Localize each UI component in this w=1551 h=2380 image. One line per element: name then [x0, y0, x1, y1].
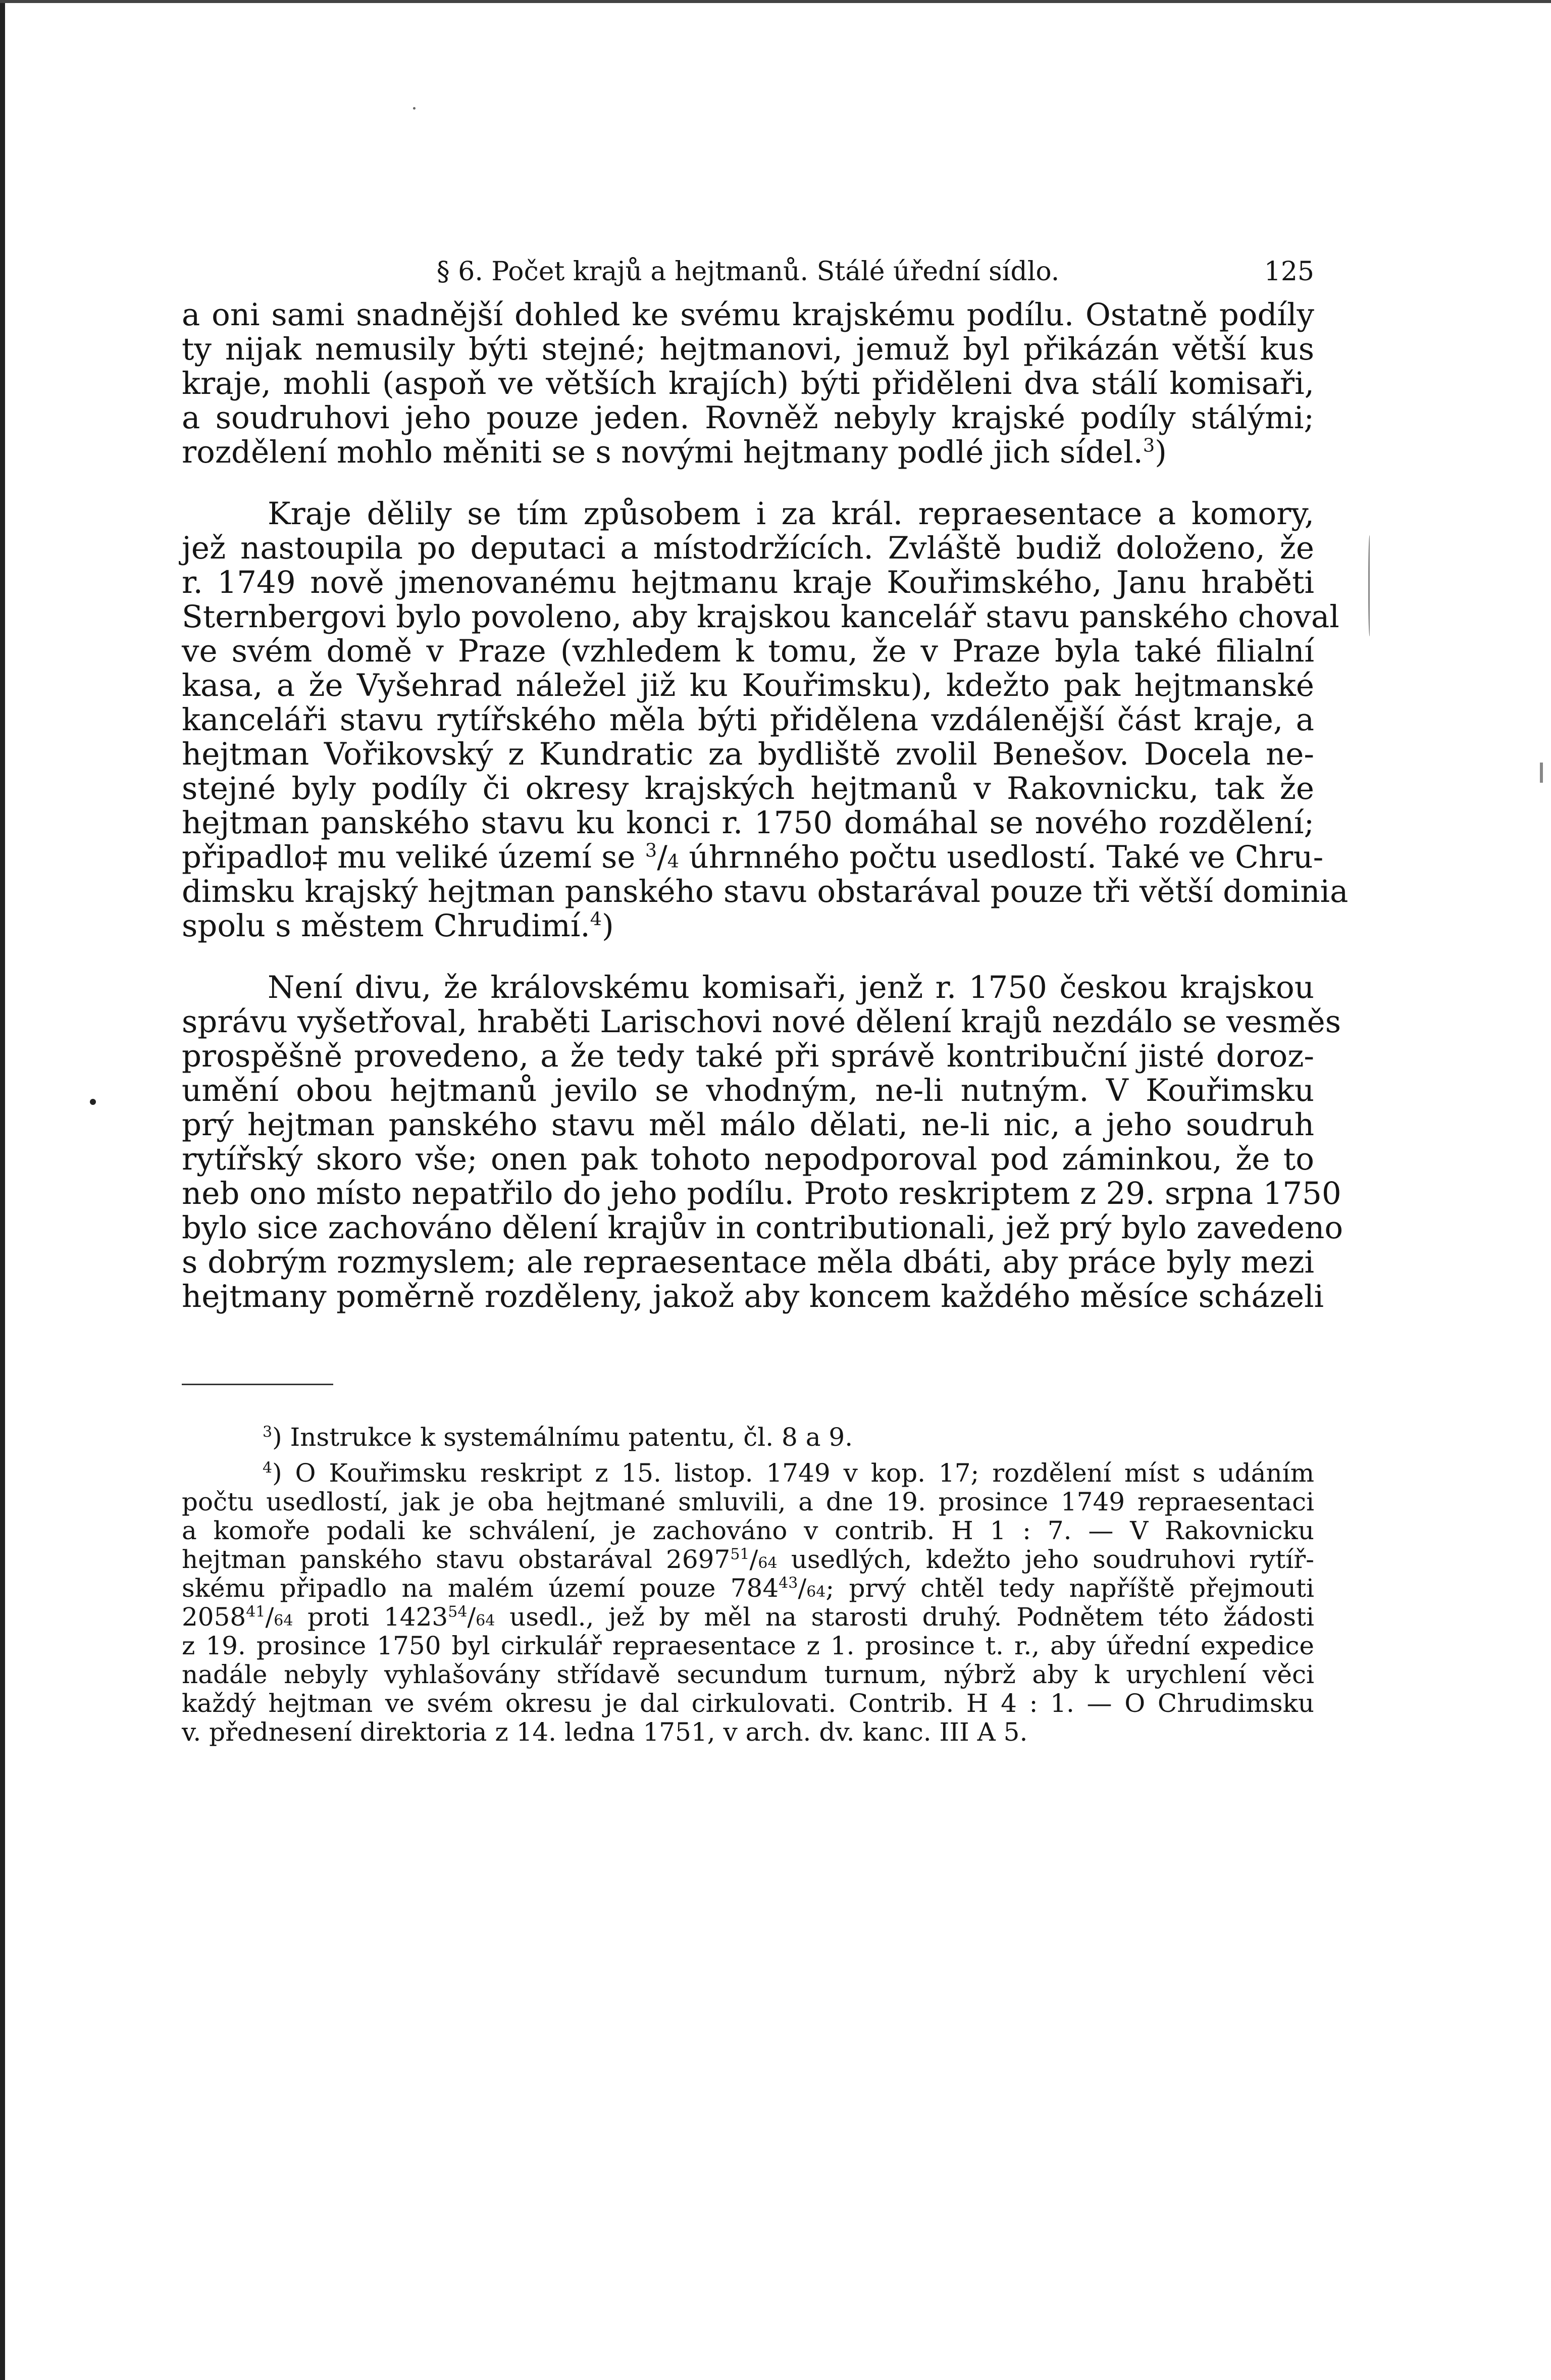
fraction-numerator: 43 [779, 1574, 798, 1592]
footnote-text: ) Instrukce k systemálnímu patentu, čl. 8 a 9. [272, 1423, 853, 1452]
footnote-text: hejtman panského stavu obstarával 2697 [182, 1545, 731, 1574]
margin-tick-mark [1540, 763, 1543, 783]
paragraph-3 [182, 970, 1343, 1314]
text-line [182, 435, 1314, 470]
footnote-text: usedlých, kdežto jeho soudruhovi rytíř- [777, 1545, 1314, 1574]
footnote-text: usedl., jež by měl na starosti druhý. Podnětem této žádosti [495, 1602, 1314, 1632]
text-span: připadlo‡ mu veliké území se [182, 839, 645, 875]
text-line: prý hejtman panského stavu měl málo dělati, ne-li nic, a jeho soudruh [182, 1107, 1314, 1143]
margin-pencil-mark [1368, 535, 1372, 636]
footnote-line: každý hejtman ve svém okresu je dal cirkulovati. Contrib. H 4 : 1. — O Chrudimsku [182, 1689, 1314, 1718]
footnote-separator [182, 1384, 333, 1385]
fraction-denominator: 64 [274, 1612, 293, 1630]
footnote-text: skému připadlo na malém území pouze 784 [182, 1574, 779, 1603]
main-text [182, 297, 1349, 1314]
footnote-text: ) O Kouřimsku reskript z 15. listop. 1749 v kop. 17; rozdělení míst s udáním [272, 1458, 1314, 1488]
fraction-numerator: 3 [645, 839, 657, 862]
footnote-ref-3: 3 [1143, 434, 1155, 457]
text-line: ve svém domě v Praze (vzhledem k tomu, že v Praze byla také filialní [182, 633, 1314, 669]
text-line: připadlo‡ mu veliké území se $^3$/4 úhrnného počtu usedlostí. Také ve Chru- [182, 839, 1324, 875]
text-line: dimsku krajský hejtman panského stavu obstarával pouze tři větší dominia [182, 874, 1349, 909]
print-speck [413, 107, 416, 110]
footnote-line: nadále nebyly vyhlašovány střídavě secundum turnum, nýbrž aby k urychlení věci [182, 1660, 1314, 1689]
footnote-line: a komoře podali ke schválení, je zachováno v contrib. H 1 : 7. — V Rakovnicku [182, 1516, 1314, 1545]
footnote-line [182, 1459, 1314, 1488]
paragraph-1 [182, 298, 1314, 470]
text-line: jež nastoupila po deputaci a místodržících. Zvláště budiž doloženo, že [182, 530, 1314, 566]
footnote-3 [182, 1423, 1314, 1452]
margin-dot [90, 1099, 96, 1105]
fraction-denominator: 64 [758, 1554, 778, 1572]
text-line: kanceláři stavu rytířského měla býti přidělena vzdálenější část kraje, a [182, 702, 1314, 738]
fraction-numerator: 41 [246, 1603, 266, 1621]
text-line: správu vyšetřoval, hraběti Larischovi nové dělení krajů nezdálo se vesměs [182, 1004, 1341, 1040]
text-line: r. 1749 nově jmenovanému hejtmanu kraje Kouřimského, Janu hraběti [182, 565, 1314, 600]
footnote-marker: 4 [263, 1459, 273, 1477]
text-line: umění obou hejtmanů jevilo se vhodným, ne-li nutným. V Kouřimsku [182, 1073, 1314, 1108]
text-line: kasa, a že Vyšehrad náležel již ku Kouřimsku), kdežto pak hejtmanské [182, 668, 1314, 703]
text-span: rozdělení mohlo měniti se s novými hejtmany podlé jich sídel. [182, 434, 1143, 470]
footnote-marker: 3 [263, 1423, 273, 1441]
text-line: s dobrým rozmyslem; ale repraesentace měla dbáti, aby práce byly mezi [182, 1244, 1314, 1280]
text-line: hejtman Vořikovský z Kundratic za bydliště zvolil Benešov. Docela ne- [182, 736, 1314, 772]
text-line: hejtmany poměrně rozděleny, jakož aby koncem každého měsíce scházeli [182, 1279, 1324, 1314]
footnotes [182, 1423, 1314, 1747]
fraction-numerator: 51 [730, 1545, 750, 1563]
footnote-line: hejtman panského stavu obstarával 2697$^{51}$/64 usedlých, kdežto jeho soudruhovi rytíř- [182, 1545, 1314, 1574]
footnote-line: z 19. prosince 1750 byl cirkulář repraesentace z 1. prosince t. r., aby úřední expedice [182, 1631, 1314, 1660]
fraction-denominator: 4 [667, 850, 680, 872]
text-span: úhrnného počtu usedlostí. Také ve Chru- [679, 839, 1324, 875]
text-line: ty nijak nemusily býti stejné; hejtmanovi, jemuž byl přikázán větší kus [182, 331, 1314, 367]
text-line: a soudruhovi jeho pouze jeden. Rovněž nebyly krajské podíly stálými; [182, 400, 1314, 436]
page-number: 125 [1264, 257, 1314, 287]
text-span: spolu s městem Chrudimí. [182, 908, 590, 944]
footnote-4 [182, 1459, 1314, 1747]
fraction-numerator: 54 [448, 1603, 468, 1621]
text-line: neb ono místo nepatřilo do jeho podílu. Proto reskriptem z 29. srpna 1750 [182, 1176, 1341, 1211]
fraction-denominator: 64 [806, 1583, 826, 1601]
text-line: stejné byly podíly či okresy krajských hejtmanů v Rakovnicku, tak že [182, 771, 1314, 806]
page-edge-left [0, 0, 5, 2380]
footnote-ref-4: 4 [590, 908, 602, 930]
text-line: Sternbergovi bylo povoleno, aby krajskou kancelář stavu panského choval [182, 599, 1339, 635]
fraction-denominator: 64 [476, 1612, 495, 1630]
text-line: kraje, mohli (aspoň ve větších krajích) býti přiděleni dva stálí komisaři, [182, 366, 1314, 401]
footnote-line: počtu usedlostí, jak je oba hejtmané smluvili, a dne 19. prosince 1749 repraesentaci [182, 1487, 1314, 1516]
text-line: hejtman panského stavu ku konci r. 1750 domáhal se nového rozdělení; [182, 805, 1314, 841]
text-line: prospěšně provedeno, a že tedy také při správě kontribuční jisté doroz- [182, 1038, 1314, 1074]
footnote-line: 2058$^{41}$/64 proti 1423$^{54}$/64 usedl., jež by měl na starosti druhý. Podnětem této žádosti [182, 1602, 1314, 1632]
footnote-line: v. přednesení direktoria z 14. ledna 1751, v arch. dv. kanc. III A 5. [182, 1717, 1028, 1747]
footnote-ref-paren: ) [1155, 434, 1167, 470]
running-title: § 6. Počet krajů a hejtmanů. Stálé úřední sídlo. [436, 257, 1060, 287]
page-edge-top [0, 0, 1551, 3]
footnote-text: ; prvý chtěl tedy napříště přejmouti [825, 1574, 1314, 1603]
text-line: Kraje dělily se tím způsobem i za král. repraesentace a komory, [268, 496, 1314, 532]
text-line [182, 909, 1314, 943]
text-line: Není divu, že královskému komisaři, jenž r. 1750 českou krajskou [268, 970, 1314, 1005]
footnote-ref-paren: ) [602, 908, 614, 944]
text-line: bylo sice zachováno dělení krajův in contributionali, jež prý bylo zavedeno [182, 1210, 1343, 1246]
footnote-line: skému připadlo na malém území pouze $784^{43}/64$; prvý chtěl tedy napříště přejmouti [182, 1574, 1314, 1603]
running-header [182, 251, 1314, 292]
text-line: a oni sami snadnější dohled ke svému krajskému podílu. Ostatně podíly [182, 297, 1314, 333]
paragraph-2 [182, 496, 1349, 944]
footnote-text: proti 1423 [293, 1602, 448, 1632]
footnote-text: 2058 [182, 1602, 246, 1632]
text-line: rytířský skoro vše; onen pak tohoto nepodporoval pod záminkou, že to [182, 1141, 1314, 1177]
